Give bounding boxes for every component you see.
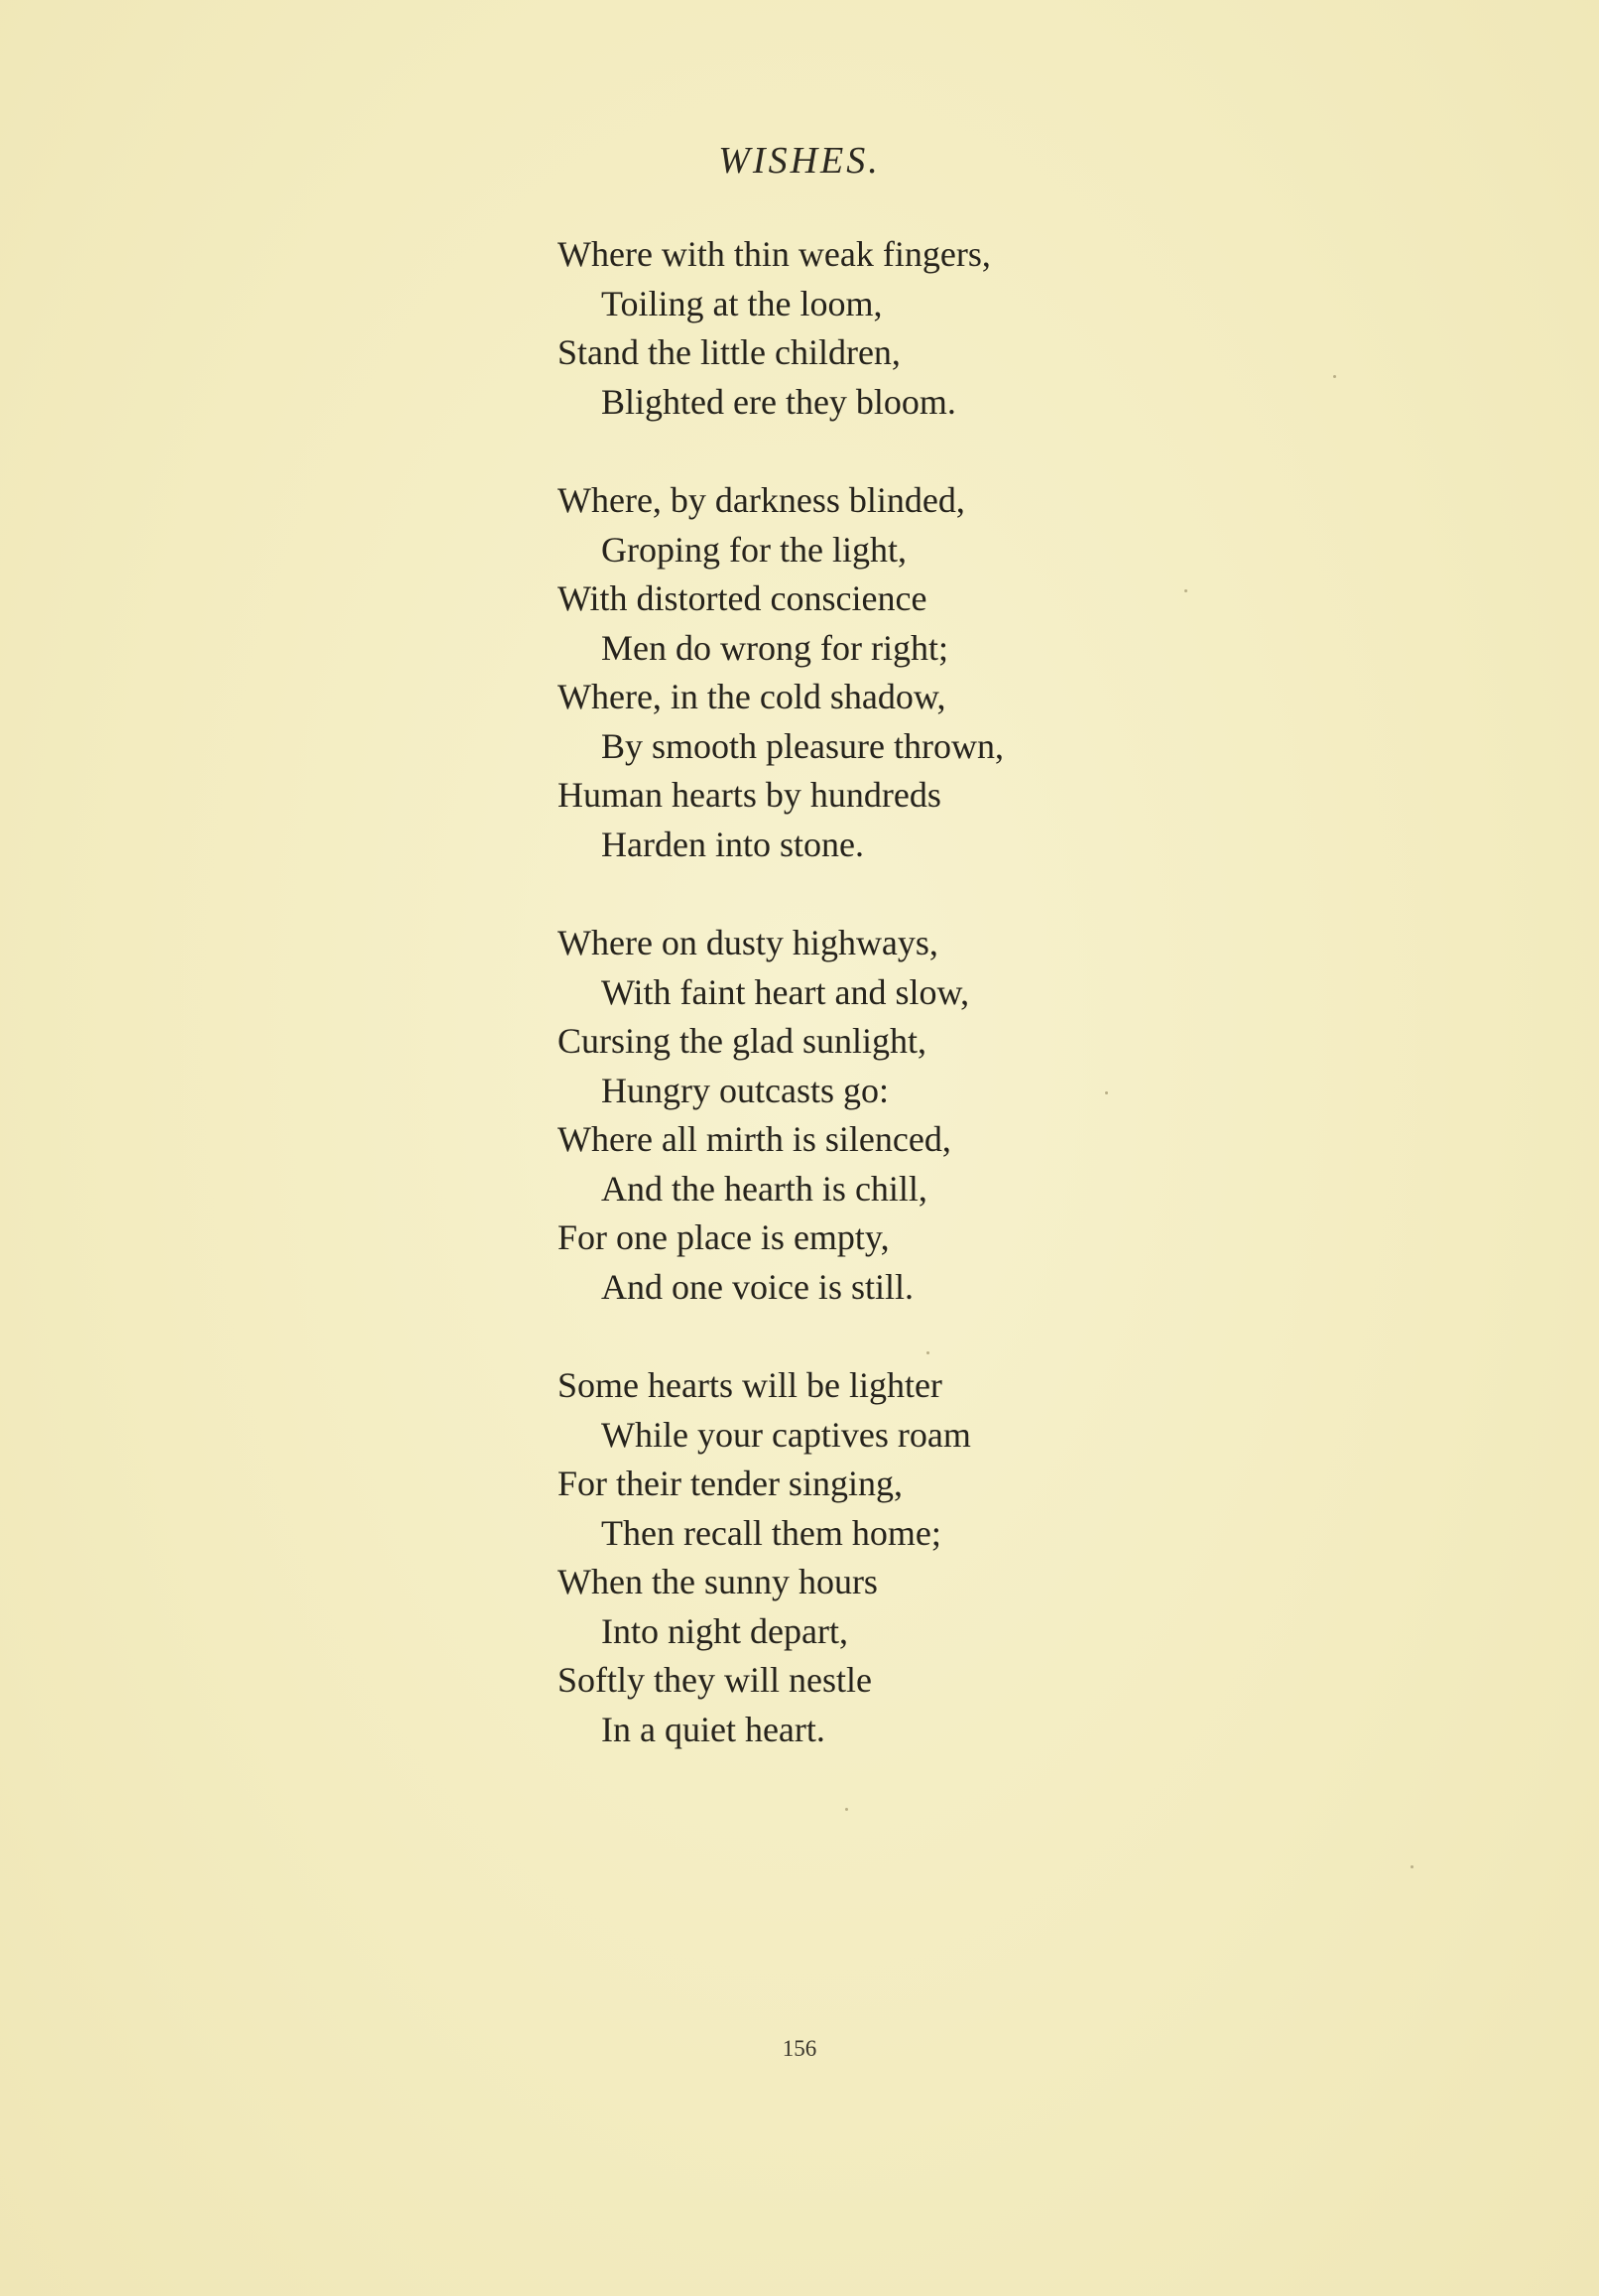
poem-line: Where, by darkness blinded, <box>557 480 965 520</box>
poem <box>557 230 1113 1804</box>
poem-line: Where, in the cold shadow, <box>557 677 946 716</box>
poem-line: When the sunny hours <box>557 1562 878 1601</box>
stanza-2 <box>557 476 1113 869</box>
stanza-3 <box>557 919 1113 1312</box>
poem-line: Blighted ere they bloom. <box>601 381 956 422</box>
poem-line: Groping for the light, <box>601 529 907 570</box>
poem-line: Softly they will nestle <box>557 1660 872 1700</box>
poem-line: With distorted conscience <box>557 578 927 618</box>
stanza-4 <box>557 1361 1113 1754</box>
paper-speck <box>1411 1865 1414 1868</box>
paper-speck <box>1105 1091 1108 1094</box>
poem-line: Toiling at the loom, <box>601 283 883 323</box>
poem-line: Where all mirth is silenced, <box>557 1119 951 1159</box>
poem-line: Some hearts will be lighter <box>557 1365 942 1405</box>
poem-line: Hungry outcasts go: <box>601 1070 889 1110</box>
paper-speck <box>1333 375 1336 378</box>
running-head: WISHES. <box>718 140 881 182</box>
poem-line: While your captives roam <box>601 1414 971 1455</box>
poem-line: With faint heart and slow, <box>601 971 970 1012</box>
paper-speck <box>926 1351 929 1354</box>
poem-line: For their tender singing, <box>557 1464 903 1503</box>
poem-line: Cursing the glad sunlight, <box>557 1021 926 1061</box>
stanza-1 <box>557 230 1113 427</box>
paper-speck <box>1184 589 1187 592</box>
poem-line: For one place is empty, <box>557 1217 890 1257</box>
poem-line: Into night depart, <box>601 1610 848 1651</box>
poem-line: By smooth pleasure thrown, <box>601 725 1004 766</box>
poem-line: In a quiet heart. <box>601 1709 825 1749</box>
poem-line: Men do wrong for right; <box>601 627 948 668</box>
page-number: 156 <box>782 2036 817 2061</box>
paper-speck <box>845 1808 848 1811</box>
poem-line: Where with thin weak fingers, <box>557 234 991 274</box>
poem-line: Then recall them home; <box>601 1512 941 1553</box>
poem-line: And the hearth is chill, <box>601 1168 927 1209</box>
poem-line: Human hearts by hundreds <box>557 775 941 815</box>
poem-line: Stand the little children, <box>557 332 901 372</box>
poem-line: Where on dusty highways, <box>557 923 938 962</box>
poem-line: And one voice is still. <box>601 1266 914 1307</box>
poem-line: Harden into stone. <box>601 824 864 864</box>
